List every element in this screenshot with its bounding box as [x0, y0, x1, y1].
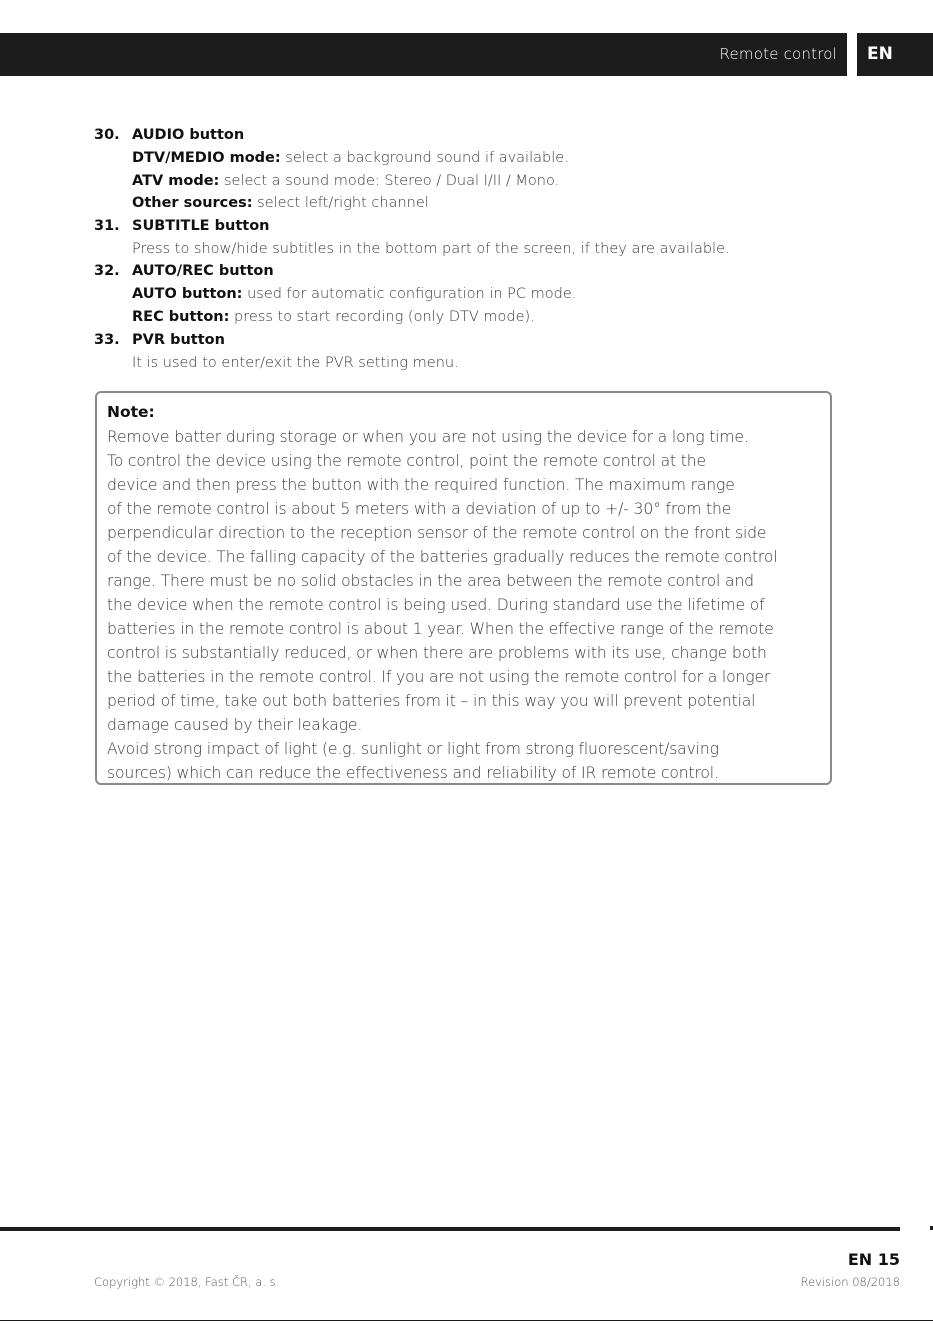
footer-rule: [0, 1227, 900, 1231]
item-line-label: ATV mode:: [132, 172, 220, 189]
item-line-text: select a sound mode: Stereo / Dual I/II / Mono.: [219, 172, 560, 189]
item-line-label: REC button:: [132, 308, 230, 325]
header-bar: [0, 33, 847, 76]
note-line: sources) which can reduce the effectiveness and reliability of IR remote control.: [107, 764, 719, 782]
note-line: the device when the remote control is being used. During standard use the lifetime of: [107, 596, 765, 614]
item-line-text: press to start recording (only DTV mode).: [229, 308, 535, 325]
item-number: 32.: [94, 263, 120, 280]
note-line: damage caused by their leakage.: [107, 716, 363, 734]
item-line: [94, 170, 854, 193]
item-line: [94, 238, 854, 261]
note-line: the batteries in the remote control. If you are not using the remote control for a longer: [107, 668, 771, 686]
item-line: [94, 283, 854, 306]
item-number: 31.: [94, 217, 120, 234]
note-title: Note:: [107, 403, 155, 421]
page-number: EN 15: [847, 1250, 900, 1269]
item-line-text: It is used to enter/exit the PVR setting menu.: [132, 354, 459, 371]
item-30: [94, 124, 854, 147]
note-line: perpendicular direction to the reception sensor of the remote control on the front side: [107, 524, 767, 542]
note-line: device and then press the button with the required function. The maximum range: [107, 476, 735, 494]
item-line-label: Other sources:: [132, 195, 253, 212]
note-text: [107, 425, 827, 785]
item-title: PVR button: [132, 331, 225, 348]
bottom-line: [0, 1320, 933, 1321]
item-line-label: AUTO button:: [132, 286, 243, 303]
note-line: of the remote control is about 5 meters with a deviation of up to +/- 30° from the: [107, 500, 732, 518]
item-32: [94, 260, 854, 283]
item-title: AUDIO button: [132, 127, 245, 143]
item-line: [94, 306, 854, 329]
note-line: To control the device using the remote control, point the remote control at the: [107, 452, 706, 470]
item-title: AUTO/REC button: [132, 263, 274, 280]
note-line: Avoid strong impact of light (e.g. sunlight or light from strong fluorescent/saving: [107, 740, 719, 758]
item-33: [94, 329, 854, 352]
language-label: EN: [867, 44, 893, 64]
revision: Revision 08/2018: [800, 1275, 900, 1289]
note-line: of the device. The falling capacity of the batteries gradually reduces the remote control: [107, 548, 778, 566]
item-line-text: Press to show/hide subtitles in the bottom part of the screen, if they are available.: [132, 240, 730, 257]
item-line-text: used for automatic configuration in PC mode.: [242, 286, 577, 303]
section-title: Remote control: [719, 45, 837, 63]
item-31: [94, 215, 854, 238]
item-line-label: DTV/MEDIO mode:: [132, 150, 281, 166]
note-box: [95, 391, 832, 785]
item-line-text: select left/right channel: [252, 195, 429, 212]
copyright: Copyright © 2018, Fast ČR, a. s.: [94, 1275, 280, 1289]
note-line: batteries in the remote control is about 1 year. When the effective range of the remote: [107, 620, 774, 638]
item-title: SUBTITLE button: [132, 217, 270, 234]
item-line: [94, 192, 854, 215]
note-line: Remove batter during storage or when you are not using the device for a long time.: [107, 428, 749, 446]
item-line: [94, 352, 854, 375]
item-line: [94, 147, 854, 170]
language-tab: [857, 33, 933, 76]
note-line: range. There must be no solid obstacles in the area between the remote control and: [107, 572, 754, 590]
button-descriptions: [94, 124, 854, 374]
item-number: 30.: [94, 127, 120, 143]
item-line-text: select a background sound if available.: [280, 150, 569, 166]
note-line: period of time, take out both batteries from it – in this way you will prevent potential: [107, 692, 756, 710]
item-number: 33.: [94, 331, 120, 348]
note-line: control is substantially reduced, or when there are problems with its use, change both: [107, 644, 767, 662]
